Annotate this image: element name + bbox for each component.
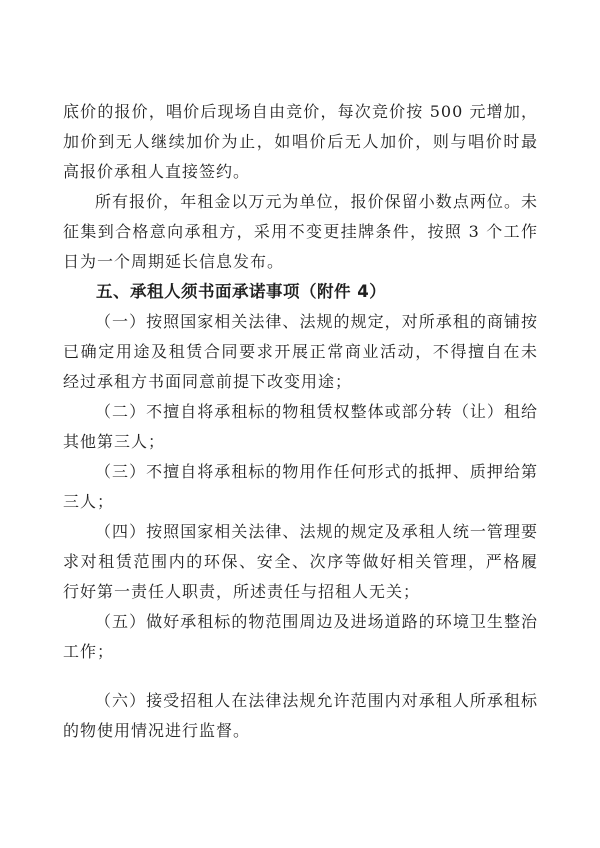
section-heading-written-commitments: 五、承租人须书面承诺事项（附件 4）: [96, 282, 387, 301]
document-content: [63, 97, 538, 746]
paragraph-item-3: （三）不擅自将承租标的物用作任何形式的抵押、质押给第三人；: [63, 462, 538, 511]
paragraph-item-1: （一）按照国家相关法律、法规的规定，对所承租的商铺按已确定用途及租赁合同要求开展正常商业活动，不得擅自在未经过承租方书面同意前提下改变用途；: [63, 312, 538, 391]
paragraph-item-2: （二）不擅自将承租标的物租赁权整体或部分转（让）租给其他第三人；: [63, 402, 538, 451]
paragraph-item-4: （四）按照国家相关法律、法规的规定及承租人统一管理要求对租赁范围内的环保、安全、次序等做好相关管理，严格履行好第一责任人职责，所述责任与招租人无关；: [63, 522, 538, 601]
paragraph-quotation-rules: 所有报价，年租金以万元为单位，报价保留小数点两位。未征集到合格意向承租方，采用不变更挂牌条件，按照 3 个工作日为一个周期延长信息发布。: [63, 192, 538, 271]
paragraph-bidding-rules-continuation: 底价的报价，唱价后现场自由竞价，每次竞价按 500 元增加，加价到无人继续加价为止，如唱价后无人加价，则与唱价时最高报价承租人直接签约。: [63, 102, 538, 181]
paragraph-item-6: （六）接受招租人在法律法规允许范围内对承租人所承租标的物使用情况进行监督。: [63, 691, 538, 740]
paragraph-item-5: （五）做好承租标的物范围周边及进场道路的环境卫生整治工作；: [63, 612, 538, 661]
